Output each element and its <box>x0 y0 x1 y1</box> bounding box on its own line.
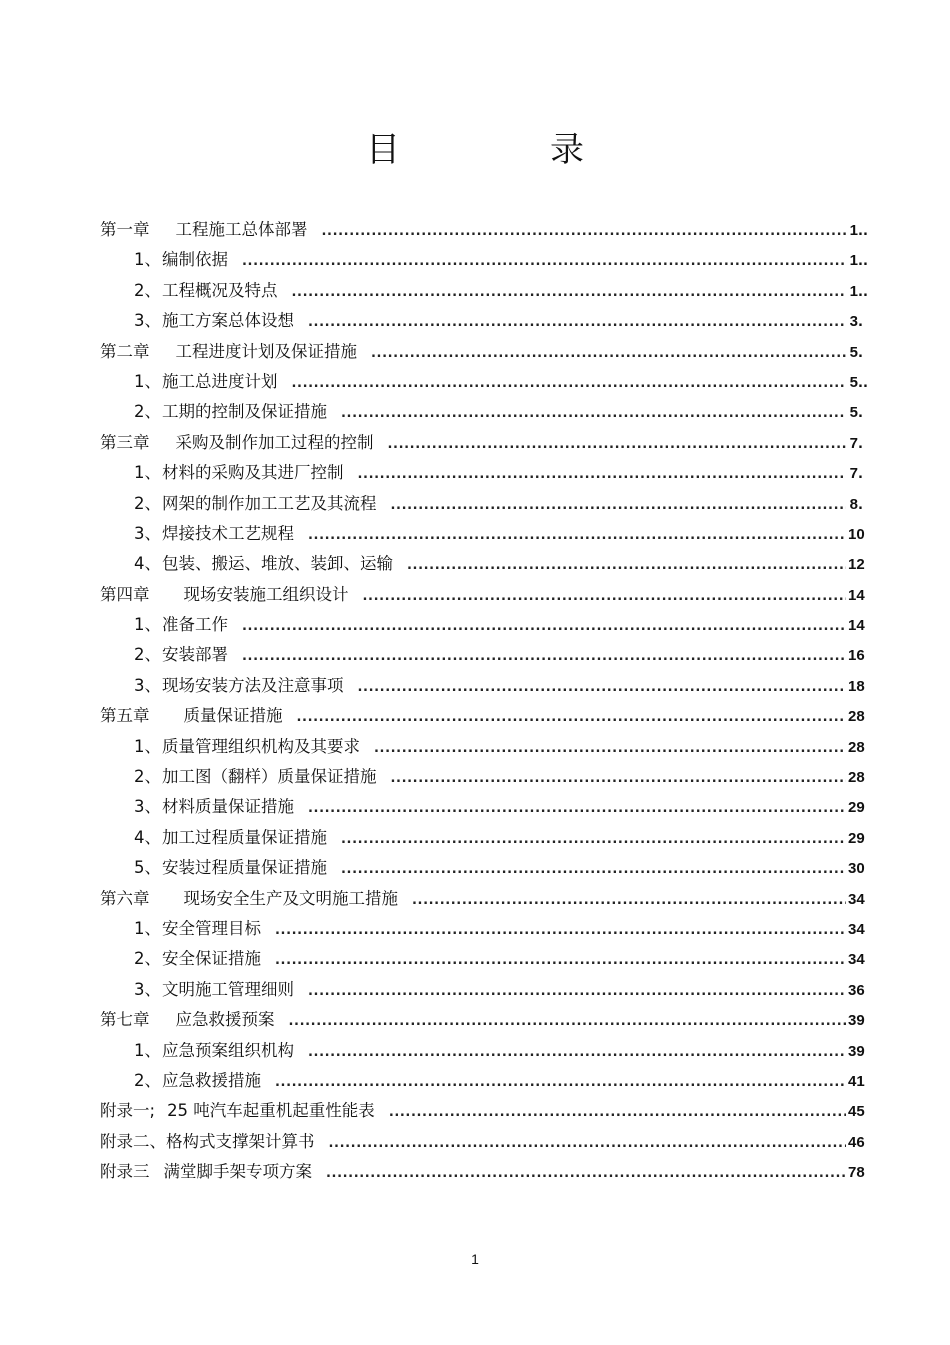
toc-page-number: 46 <box>848 1133 865 1151</box>
toc-entry-title: 满堂脚手架专项方案 <box>163 1162 312 1182</box>
toc-entry-title: 质量管理组织机构及其要求 <box>162 736 360 756</box>
toc-entry-title: 安全保证措施 <box>162 949 261 969</box>
toc-chapter-entry[interactable] <box>100 215 868 245</box>
toc-leader-dots <box>292 369 847 399</box>
toc-page-number: 1 <box>849 222 858 239</box>
toc-trailing-dots: . <box>858 467 863 483</box>
toc-leader-dots <box>242 642 846 672</box>
toc-entry-title: 工程概况及特点 <box>162 280 278 300</box>
toc-page-number: 18 <box>848 677 865 695</box>
toc-page-number: 5 <box>849 404 858 422</box>
toc-entry-title: 现场安装方法及注意事项 <box>162 675 344 695</box>
toc-entry-title: 包装、搬运、堆放、装卸、运输 <box>162 554 393 574</box>
toc-page-number: 1 <box>849 252 858 270</box>
toc-entry-prefix: 第三章 <box>100 432 150 452</box>
toc-chapter-entry[interactable] <box>100 1005 868 1035</box>
toc-trailing-dots: .. <box>858 224 868 239</box>
table-of-contents <box>100 215 868 1188</box>
toc-page-number: 78 <box>848 1164 865 1182</box>
toc-entry-title: 焊接技术工艺规程 <box>162 523 294 543</box>
toc-section-entry[interactable] <box>100 306 868 336</box>
toc-section-entry[interactable] <box>100 397 868 427</box>
toc-leader-dots <box>308 1038 846 1068</box>
toc-title: 目 录 <box>366 130 642 170</box>
toc-leader-dots <box>407 551 846 581</box>
toc-leader-dots <box>308 794 846 824</box>
toc-section-entry[interactable] <box>100 245 868 275</box>
toc-entry-title: 施工总进度计划 <box>162 371 278 391</box>
toc-section-entry[interactable] <box>100 276 868 306</box>
toc-section-entry[interactable] <box>100 944 868 974</box>
toc-section-entry[interactable] <box>100 640 868 670</box>
toc-entry-prefix: 附录一; <box>100 1101 156 1121</box>
toc-leader-dots <box>297 703 847 733</box>
toc-trailing-dots: . <box>858 345 863 361</box>
toc-entry-prefix: 2、 <box>134 645 161 665</box>
toc-entry-prefix: 第五章 <box>100 706 150 726</box>
toc-entry-title: 应急救援措施 <box>162 1070 261 1090</box>
toc-entry-prefix: 第七章 <box>100 1010 150 1030</box>
toc-entry-prefix: 2、 <box>134 949 161 969</box>
toc-entry-title: 材料的采购及其进厂控制 <box>162 463 344 483</box>
toc-leader-dots <box>292 278 847 308</box>
toc-entry-prefix: 3、 <box>134 797 161 817</box>
toc-page-number: 28 <box>848 708 865 726</box>
toc-page-number: 7 <box>849 465 858 483</box>
toc-page-number: 3 <box>849 313 858 331</box>
toc-entry-title: 安装部署 <box>162 645 228 665</box>
toc-entry-prefix: 2、 <box>134 493 161 513</box>
toc-entry-title: 25 吨汽车起重机起重性能表 <box>167 1101 375 1121</box>
toc-entry-prefix: 3、 <box>134 979 161 999</box>
toc-page-number: 39 <box>848 1012 865 1030</box>
toc-entry-prefix: 2、 <box>134 1070 161 1090</box>
toc-section-entry[interactable] <box>100 792 868 822</box>
toc-leader-dots <box>388 430 847 460</box>
toc-entry-title: 文明施工管理细则 <box>162 979 294 999</box>
toc-entry-prefix: 1、 <box>134 918 161 938</box>
toc-leader-dots <box>371 339 846 369</box>
toc-leader-dots <box>326 1159 846 1189</box>
toc-page-number: 1 <box>849 282 858 300</box>
toc-leader-dots <box>275 946 846 976</box>
toc-entry-title: 准备工作 <box>162 615 228 635</box>
toc-leader-dots <box>308 521 846 551</box>
toc-leader-dots <box>275 916 846 946</box>
toc-trailing-dots: .. <box>858 254 868 270</box>
toc-entry-prefix: 1、 <box>134 736 161 756</box>
toc-entry-title: 工程进度计划及保证措施 <box>175 341 357 361</box>
toc-entry-prefix: 第二章 <box>100 341 150 361</box>
toc-page-number: 7 <box>849 434 858 452</box>
page-number: 1 <box>471 1251 479 1267</box>
toc-section-entry[interactable] <box>100 458 868 488</box>
toc-entry-title: 材料质量保证措施 <box>162 797 294 817</box>
toc-leader-dots <box>275 1068 846 1098</box>
toc-entry-title: 应急预案组织机构 <box>162 1040 294 1060</box>
toc-entry-prefix: 第六章 <box>100 888 150 908</box>
toc-page-number: 36 <box>848 981 865 999</box>
toc-chapter-entry[interactable] <box>100 701 868 731</box>
toc-page-number: 5 <box>849 343 858 361</box>
toc-entry-prefix: 3、 <box>134 523 161 543</box>
toc-trailing-dots: . <box>858 497 863 513</box>
toc-section-entry[interactable] <box>100 823 868 853</box>
toc-entry-prefix: 4、 <box>134 827 161 847</box>
toc-section-entry[interactable] <box>100 671 868 701</box>
toc-entry-title: 安全管理目标 <box>162 918 261 938</box>
toc-section-entry[interactable] <box>100 914 868 944</box>
toc-page-number: 10 <box>848 525 865 543</box>
toc-entry-title: 工程施工总体部署 <box>175 220 308 239</box>
toc-page-number: 8 <box>849 495 858 513</box>
toc-page-number: 29 <box>848 829 865 847</box>
toc-leader-dots <box>391 491 847 521</box>
toc-page-number: 41 <box>848 1072 865 1090</box>
toc-trailing-dots: .. <box>858 375 868 391</box>
toc-leader-dots <box>391 764 847 794</box>
toc-entry-prefix: 3、 <box>134 675 161 695</box>
toc-entry-title: 施工方案总体设想 <box>162 311 294 331</box>
toc-entry-title: 现场安装施工组织设计 <box>183 584 349 604</box>
toc-entry-prefix: 2、 <box>134 767 161 787</box>
toc-page-number: 34 <box>848 920 865 938</box>
toc-entry-prefix: 1、 <box>134 250 161 270</box>
toc-chapter-entry[interactable] <box>100 337 868 367</box>
toc-entry-prefix: 1、 <box>134 1040 161 1060</box>
toc-entry-prefix: 1、 <box>134 371 161 391</box>
toc-leader-dots <box>341 399 846 429</box>
toc-page-number: 5 <box>849 373 858 391</box>
toc-page-number: 30 <box>848 860 865 878</box>
toc-page-number: 12 <box>848 556 865 574</box>
toc-section-entry[interactable] <box>100 367 868 397</box>
toc-section-entry[interactable] <box>100 1036 868 1066</box>
toc-section-entry[interactable] <box>100 610 868 640</box>
toc-entry-title: 采购及制作加工过程的控制 <box>175 432 374 452</box>
toc-chapter-entry[interactable] <box>100 884 868 914</box>
toc-leader-dots <box>329 1129 847 1159</box>
toc-leader-dots <box>358 673 847 703</box>
toc-entry-title: 现场安全生产及文明施工措施 <box>183 888 398 908</box>
toc-entry-title: 网架的制作加工工艺及其流程 <box>162 493 377 513</box>
toc-chapter-entry[interactable] <box>100 580 868 610</box>
toc-entry-prefix: 附录二、 <box>100 1131 166 1151</box>
toc-entry-title: 编制依据 <box>162 250 228 270</box>
toc-leader-dots <box>289 1007 847 1037</box>
toc-entry-title: 质量保证措施 <box>183 706 283 726</box>
toc-section-entry[interactable] <box>100 762 868 792</box>
toc-leader-dots <box>308 977 846 1007</box>
toc-section-entry[interactable] <box>100 853 868 883</box>
toc-entry-prefix: 第四章 <box>100 584 150 604</box>
toc-leader-dots <box>389 1098 846 1128</box>
toc-entry-prefix: 1、 <box>134 615 161 635</box>
toc-leader-dots <box>308 308 846 338</box>
toc-leader-dots <box>322 217 847 247</box>
toc-page-number: 34 <box>848 951 865 969</box>
toc-section-entry[interactable] <box>100 489 868 519</box>
toc-leader-dots <box>358 460 847 490</box>
toc-entry-title: 格构式支撑架计算书 <box>166 1131 315 1151</box>
toc-page-number: 29 <box>848 799 865 817</box>
toc-page-number: 45 <box>848 1103 865 1121</box>
toc-entry-prefix: 1、 <box>134 463 161 483</box>
toc-trailing-dots: .. <box>858 284 868 300</box>
toc-entry-title: 应急救援预案 <box>175 1010 275 1030</box>
toc-leader-dots <box>374 734 846 764</box>
toc-entry-prefix: 5、 <box>134 858 161 878</box>
toc-leader-dots <box>363 582 847 612</box>
toc-page-number: 16 <box>848 647 865 665</box>
toc-entry-title: 加工过程质量保证措施 <box>162 827 327 847</box>
toc-trailing-dots: . <box>858 436 863 452</box>
toc-leader-dots <box>412 886 846 916</box>
toc-section-entry[interactable] <box>100 975 868 1005</box>
toc-chapter-entry[interactable] <box>100 1157 868 1187</box>
toc-page-number: 28 <box>848 738 865 756</box>
toc-page-number: 28 <box>848 769 865 787</box>
toc-entry-prefix: 2、 <box>134 402 161 422</box>
toc-page-number: 14 <box>848 586 865 604</box>
toc-trailing-dots: . <box>858 406 863 422</box>
toc-section-entry[interactable] <box>100 519 868 549</box>
toc-leader-dots <box>242 247 846 277</box>
toc-trailing-dots: . <box>858 315 863 331</box>
toc-entry-prefix: 附录三 <box>100 1162 150 1182</box>
toc-leader-dots <box>242 612 846 642</box>
toc-chapter-entry[interactable] <box>100 1096 868 1126</box>
toc-leader-dots <box>341 825 846 855</box>
toc-section-entry[interactable] <box>100 732 868 762</box>
toc-section-entry[interactable] <box>100 549 868 579</box>
toc-page-number: 14 <box>848 617 865 635</box>
toc-entry-prefix: 2、 <box>134 280 161 300</box>
toc-entry-prefix: 4、 <box>134 554 161 574</box>
toc-entry-title: 加工图（翻样）质量保证措施 <box>162 767 377 787</box>
toc-leader-dots <box>341 855 846 885</box>
toc-entry-title: 工期的控制及保证措施 <box>162 402 327 422</box>
toc-page-number: 34 <box>848 890 865 908</box>
toc-entry-title: 安装过程质量保证措施 <box>162 858 327 878</box>
toc-section-entry[interactable] <box>100 1066 868 1096</box>
toc-page-number: 39 <box>848 1042 865 1060</box>
toc-entry-prefix: 第一章 <box>100 220 150 239</box>
toc-entry-prefix: 3、 <box>134 311 161 331</box>
toc-chapter-entry[interactable] <box>100 428 868 458</box>
toc-chapter-entry[interactable] <box>100 1127 868 1157</box>
